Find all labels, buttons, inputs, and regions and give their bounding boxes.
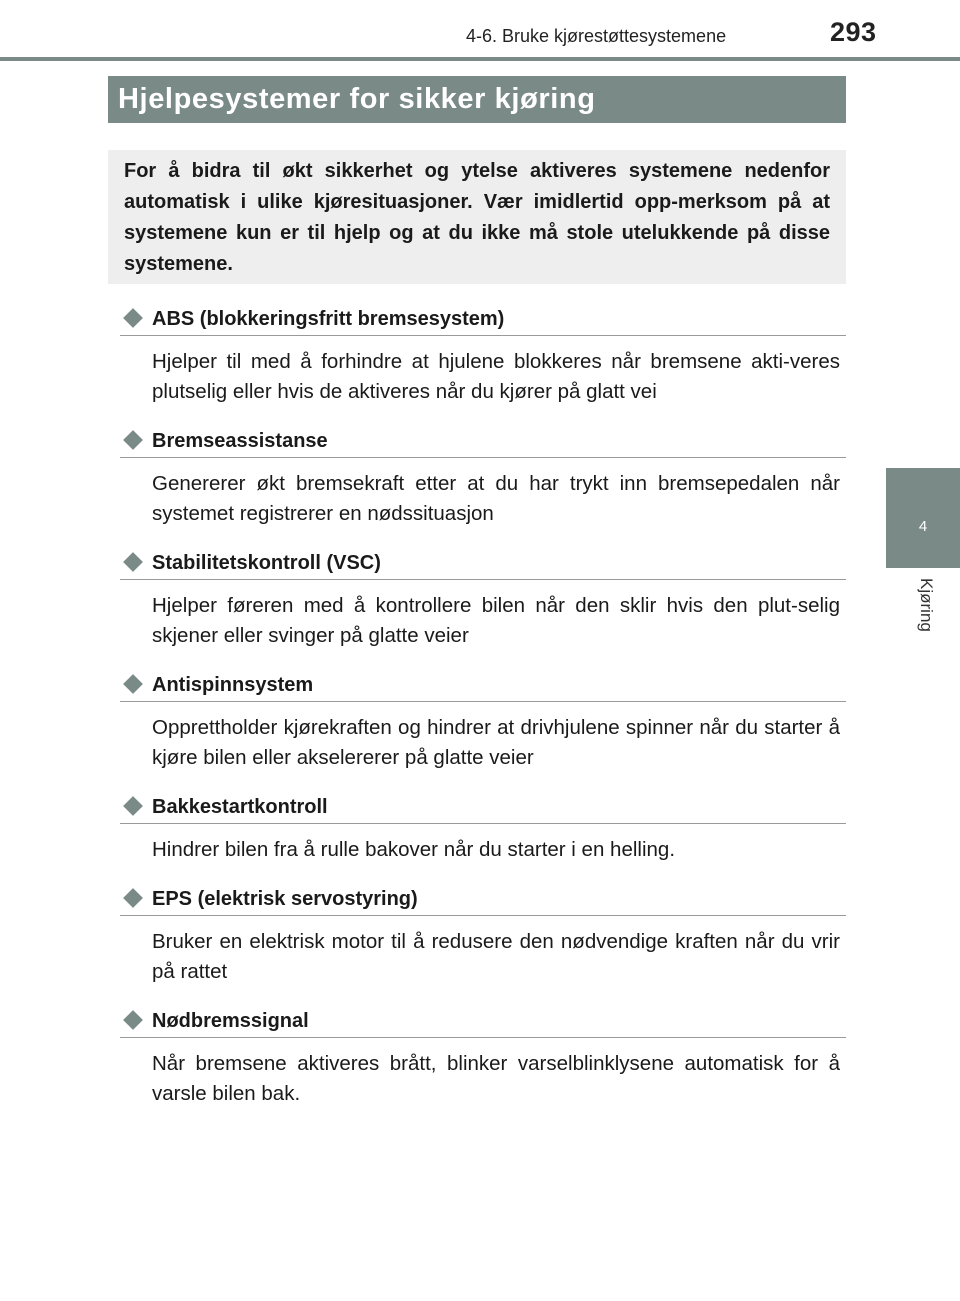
feature-title: Antispinnsystem xyxy=(152,674,314,696)
feature-abs xyxy=(120,305,846,407)
feature-title: ABS (blokkeringsfritt bremsesystem) xyxy=(152,308,505,330)
feature-eps xyxy=(120,885,846,987)
feature-vsc xyxy=(120,549,846,651)
feature-heading xyxy=(120,1007,846,1038)
diamond-bullet-icon xyxy=(123,796,143,816)
feature-description: Genererer økt bremsekraft etter at du har trykt inn bremsepedalen når systemet registrerer en nødssituasjon xyxy=(152,472,840,525)
intro-box xyxy=(108,150,846,284)
feature-description: Hjelper føreren med å kontrollere bilen når den sklir hvis den plut-selig skjener eller svinger på glatte veier xyxy=(152,594,840,647)
chapter-number: 4 xyxy=(918,518,928,535)
feature-title: Stabilitetskontroll (VSC) xyxy=(152,552,381,574)
feature-title: Bakkestartkontroll xyxy=(152,796,328,818)
diamond-bullet-icon xyxy=(123,308,143,328)
page-title: Hjelpesystemer for sikker kjøring xyxy=(108,76,846,123)
chapter-tab[interactable] xyxy=(886,468,960,568)
feature-description: Hindrer bilen fra å rulle bakover når du starter i en helling. xyxy=(152,838,676,861)
feature-title: Nødbremssignal xyxy=(152,1010,309,1032)
feature-emergency-brake-signal xyxy=(120,1007,846,1109)
diamond-bullet-icon xyxy=(123,430,143,450)
intro-text: For å bidra til økt sikkerhet og ytelse aktiveres systemene nedenfor automatisk i ulike kjøresituasjoner. Vær imidlertid opp-merksom på at systemene kun er til hjelp og at du ikke må stole utelukkende på disse systemene. xyxy=(124,160,830,275)
feature-heading xyxy=(120,427,846,458)
chapter-label: Kjøring xyxy=(917,578,936,632)
feature-hill-start xyxy=(120,793,846,865)
feature-description: Opprettholder kjørekraften og hindrer at drivhjulene spinner når du starter å kjøre bilen eller akselererer på glatte veier xyxy=(152,716,840,769)
feature-list xyxy=(120,305,846,1129)
feature-heading xyxy=(120,671,846,702)
feature-brake-assist xyxy=(120,427,846,529)
feature-heading xyxy=(120,305,846,336)
feature-heading xyxy=(120,885,846,916)
diamond-bullet-icon xyxy=(123,888,143,908)
feature-description: Når bremsene aktiveres brått, blinker varselblinklysene automatisk for å varsle bilen bak. xyxy=(152,1052,840,1105)
feature-title: EPS (elektrisk servostyring) xyxy=(152,888,418,910)
diamond-bullet-icon xyxy=(123,552,143,572)
header-rule xyxy=(0,57,960,61)
feature-description: Bruker en elektrisk motor til å redusere den nødvendige kraften når du vrir på rattet xyxy=(152,930,840,983)
feature-heading xyxy=(120,793,846,824)
page-number: 293 xyxy=(830,17,877,47)
feature-traction-control xyxy=(120,671,846,773)
feature-description: Hjelper til med å forhindre at hjulene blokkeres når bremsene akti-veres plutselig eller hvis de aktiveres når du kjører på glatt vei xyxy=(152,350,840,403)
feature-heading xyxy=(120,549,846,580)
section-heading: 4-6. Bruke kjørestøttesystemene xyxy=(466,26,727,46)
diamond-bullet-icon xyxy=(123,1010,143,1030)
diamond-bullet-icon xyxy=(123,674,143,694)
feature-title: Bremseassistanse xyxy=(152,430,328,452)
